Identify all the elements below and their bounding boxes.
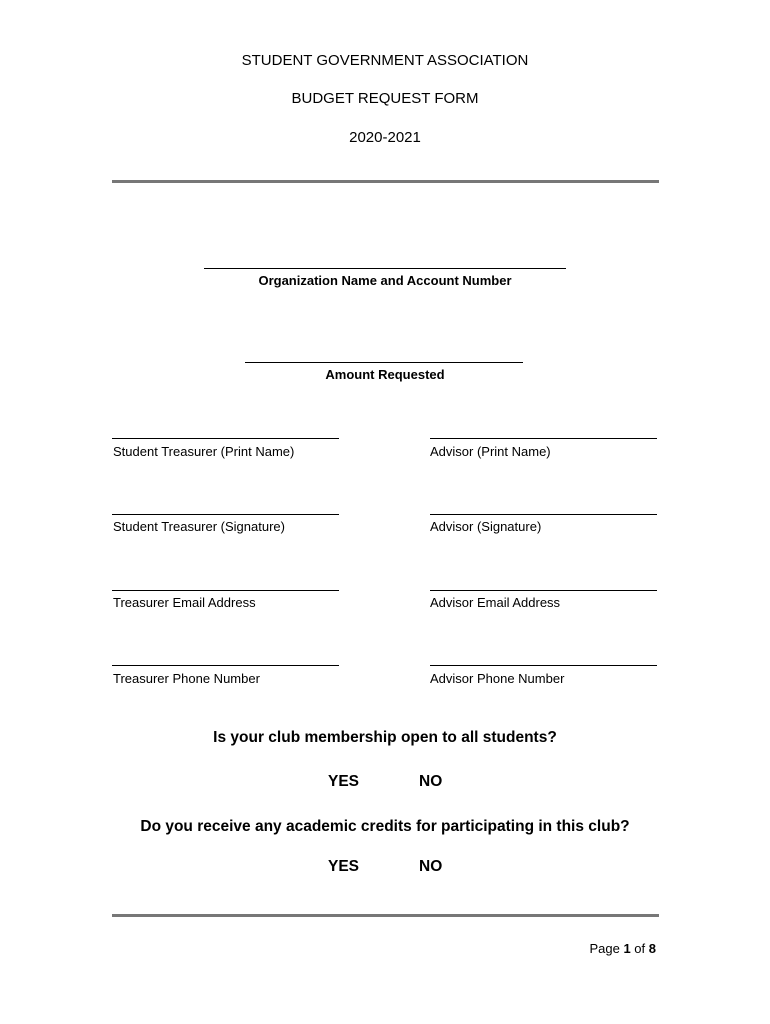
treasurer-signature-label: Student Treasurer (Signature): [113, 519, 285, 534]
of-label: of: [634, 941, 646, 956]
treasurer-print-line[interactable]: [112, 438, 339, 439]
page-total: 8: [648, 941, 656, 956]
organization-input-line[interactable]: [204, 268, 566, 269]
advisor-phone-line[interactable]: [430, 665, 657, 666]
page-label: Page: [589, 941, 620, 956]
treasurer-phone-line[interactable]: [112, 665, 339, 666]
credits-no-option[interactable]: NO: [419, 858, 443, 875]
question-academic-credits: Do you receive any academic credits for participating in this club?: [140, 818, 630, 835]
header-divider: [112, 180, 659, 183]
header-year: 2020-2021: [349, 129, 421, 146]
treasurer-email-line[interactable]: [112, 590, 339, 591]
treasurer-print-label: Student Treasurer (Print Name): [113, 444, 295, 459]
treasurer-email-label: Treasurer Email Address: [113, 595, 256, 610]
question-membership: Is your club membership open to all students?: [213, 729, 557, 746]
organization-label: Organization Name and Account Number: [258, 273, 512, 288]
header-form-title: BUDGET REQUEST FORM: [291, 90, 479, 107]
advisor-print-line[interactable]: [430, 438, 657, 439]
page-number: [589, 941, 656, 956]
advisor-email-line[interactable]: [430, 590, 657, 591]
credits-yes-option[interactable]: YES: [328, 858, 360, 875]
advisor-phone-label: Advisor Phone Number: [430, 671, 565, 686]
footer-divider: [112, 914, 659, 917]
advisor-email-label: Advisor Email Address: [430, 595, 561, 610]
membership-yes-option[interactable]: YES: [328, 773, 360, 790]
treasurer-signature-line[interactable]: [112, 514, 339, 515]
advisor-signature-line[interactable]: [430, 514, 657, 515]
treasurer-phone-label: Treasurer Phone Number: [113, 671, 260, 686]
advisor-print-label: Advisor (Print Name): [430, 444, 551, 459]
header-association: STUDENT GOVERNMENT ASSOCIATION: [241, 52, 529, 69]
amount-label: Amount Requested: [325, 367, 445, 382]
amount-input-line[interactable]: [245, 362, 523, 363]
membership-no-option[interactable]: NO: [419, 773, 443, 790]
advisor-signature-label: Advisor (Signature): [430, 519, 542, 534]
page-current: 1: [623, 941, 631, 956]
